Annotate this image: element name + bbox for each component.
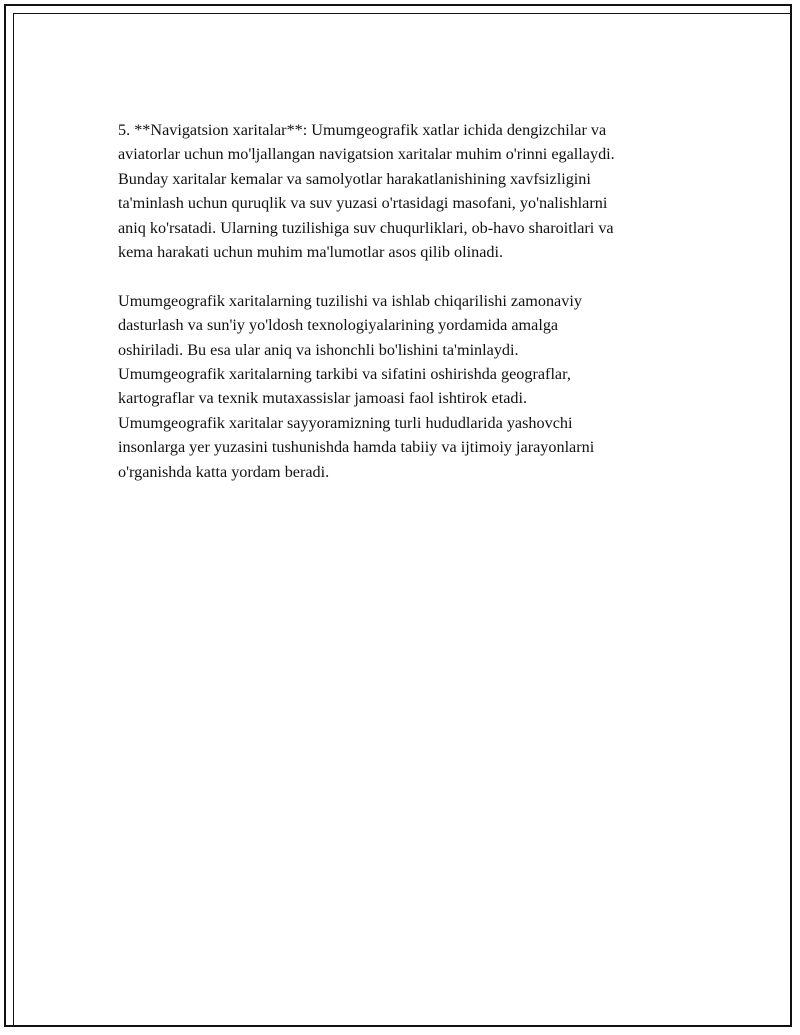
text-line: ta'minlash uchun quruqlik va suv yuzasi o'rtasidagi masofani, yo'nalishlarni [118,194,608,213]
paragraph-navigational-maps [118,118,690,264]
text-line: kartograflar va texnik mutaxassislar jamoasi faol ishtirok etadi. [118,389,528,408]
text-line: Umumgeografik xaritalarning tarkibi va sifatini oshirishda geograflar, [118,365,571,384]
text-line: oshiriladi. Bu esa ular aniq va ishonchli bo'lishini ta'minlaydi. [118,340,519,359]
text-line: aniq ko'rsatadi. Ularning tuzilishiga suv chuqurliklari, ob-havo sharoitlari va [118,218,614,237]
text-line: aviatorlar uchun mo'ljallangan navigatsion xaritalar muhim o'rinni egallaydi. [118,145,615,164]
text-line: Umumgeografik xaritalarning tuzilishi va ishlab chiqarilishi zamonaviy [118,291,582,310]
text-line: insonlarga yer yuzasini tushunishda hamda tabiiy va ijtimoiy jarayonlarni [118,438,595,457]
text-line: kema harakati uchun muhim ma'lumotlar asos qilib olinadi. [118,243,504,262]
text-line: Umumgeografik xaritalar sayyoramizning turli hududlarida yashovchi [118,413,573,432]
text-line: o'rganishda katta yordam beradi. [118,462,330,481]
text-line: 5. **Navigatsion xaritalar**: Umumgeografik xatlar ichida dengizchilar va [118,121,607,139]
document-body [118,118,690,484]
text-line: Bunday xaritalar kemalar va samolyotlar harakatlanishining xavfsizligini [118,169,591,188]
text-line: dasturlash va sun'iy yo'ldosh texnologiyalarining yordamida amalga [118,316,559,335]
paragraph-map-production [118,289,690,484]
